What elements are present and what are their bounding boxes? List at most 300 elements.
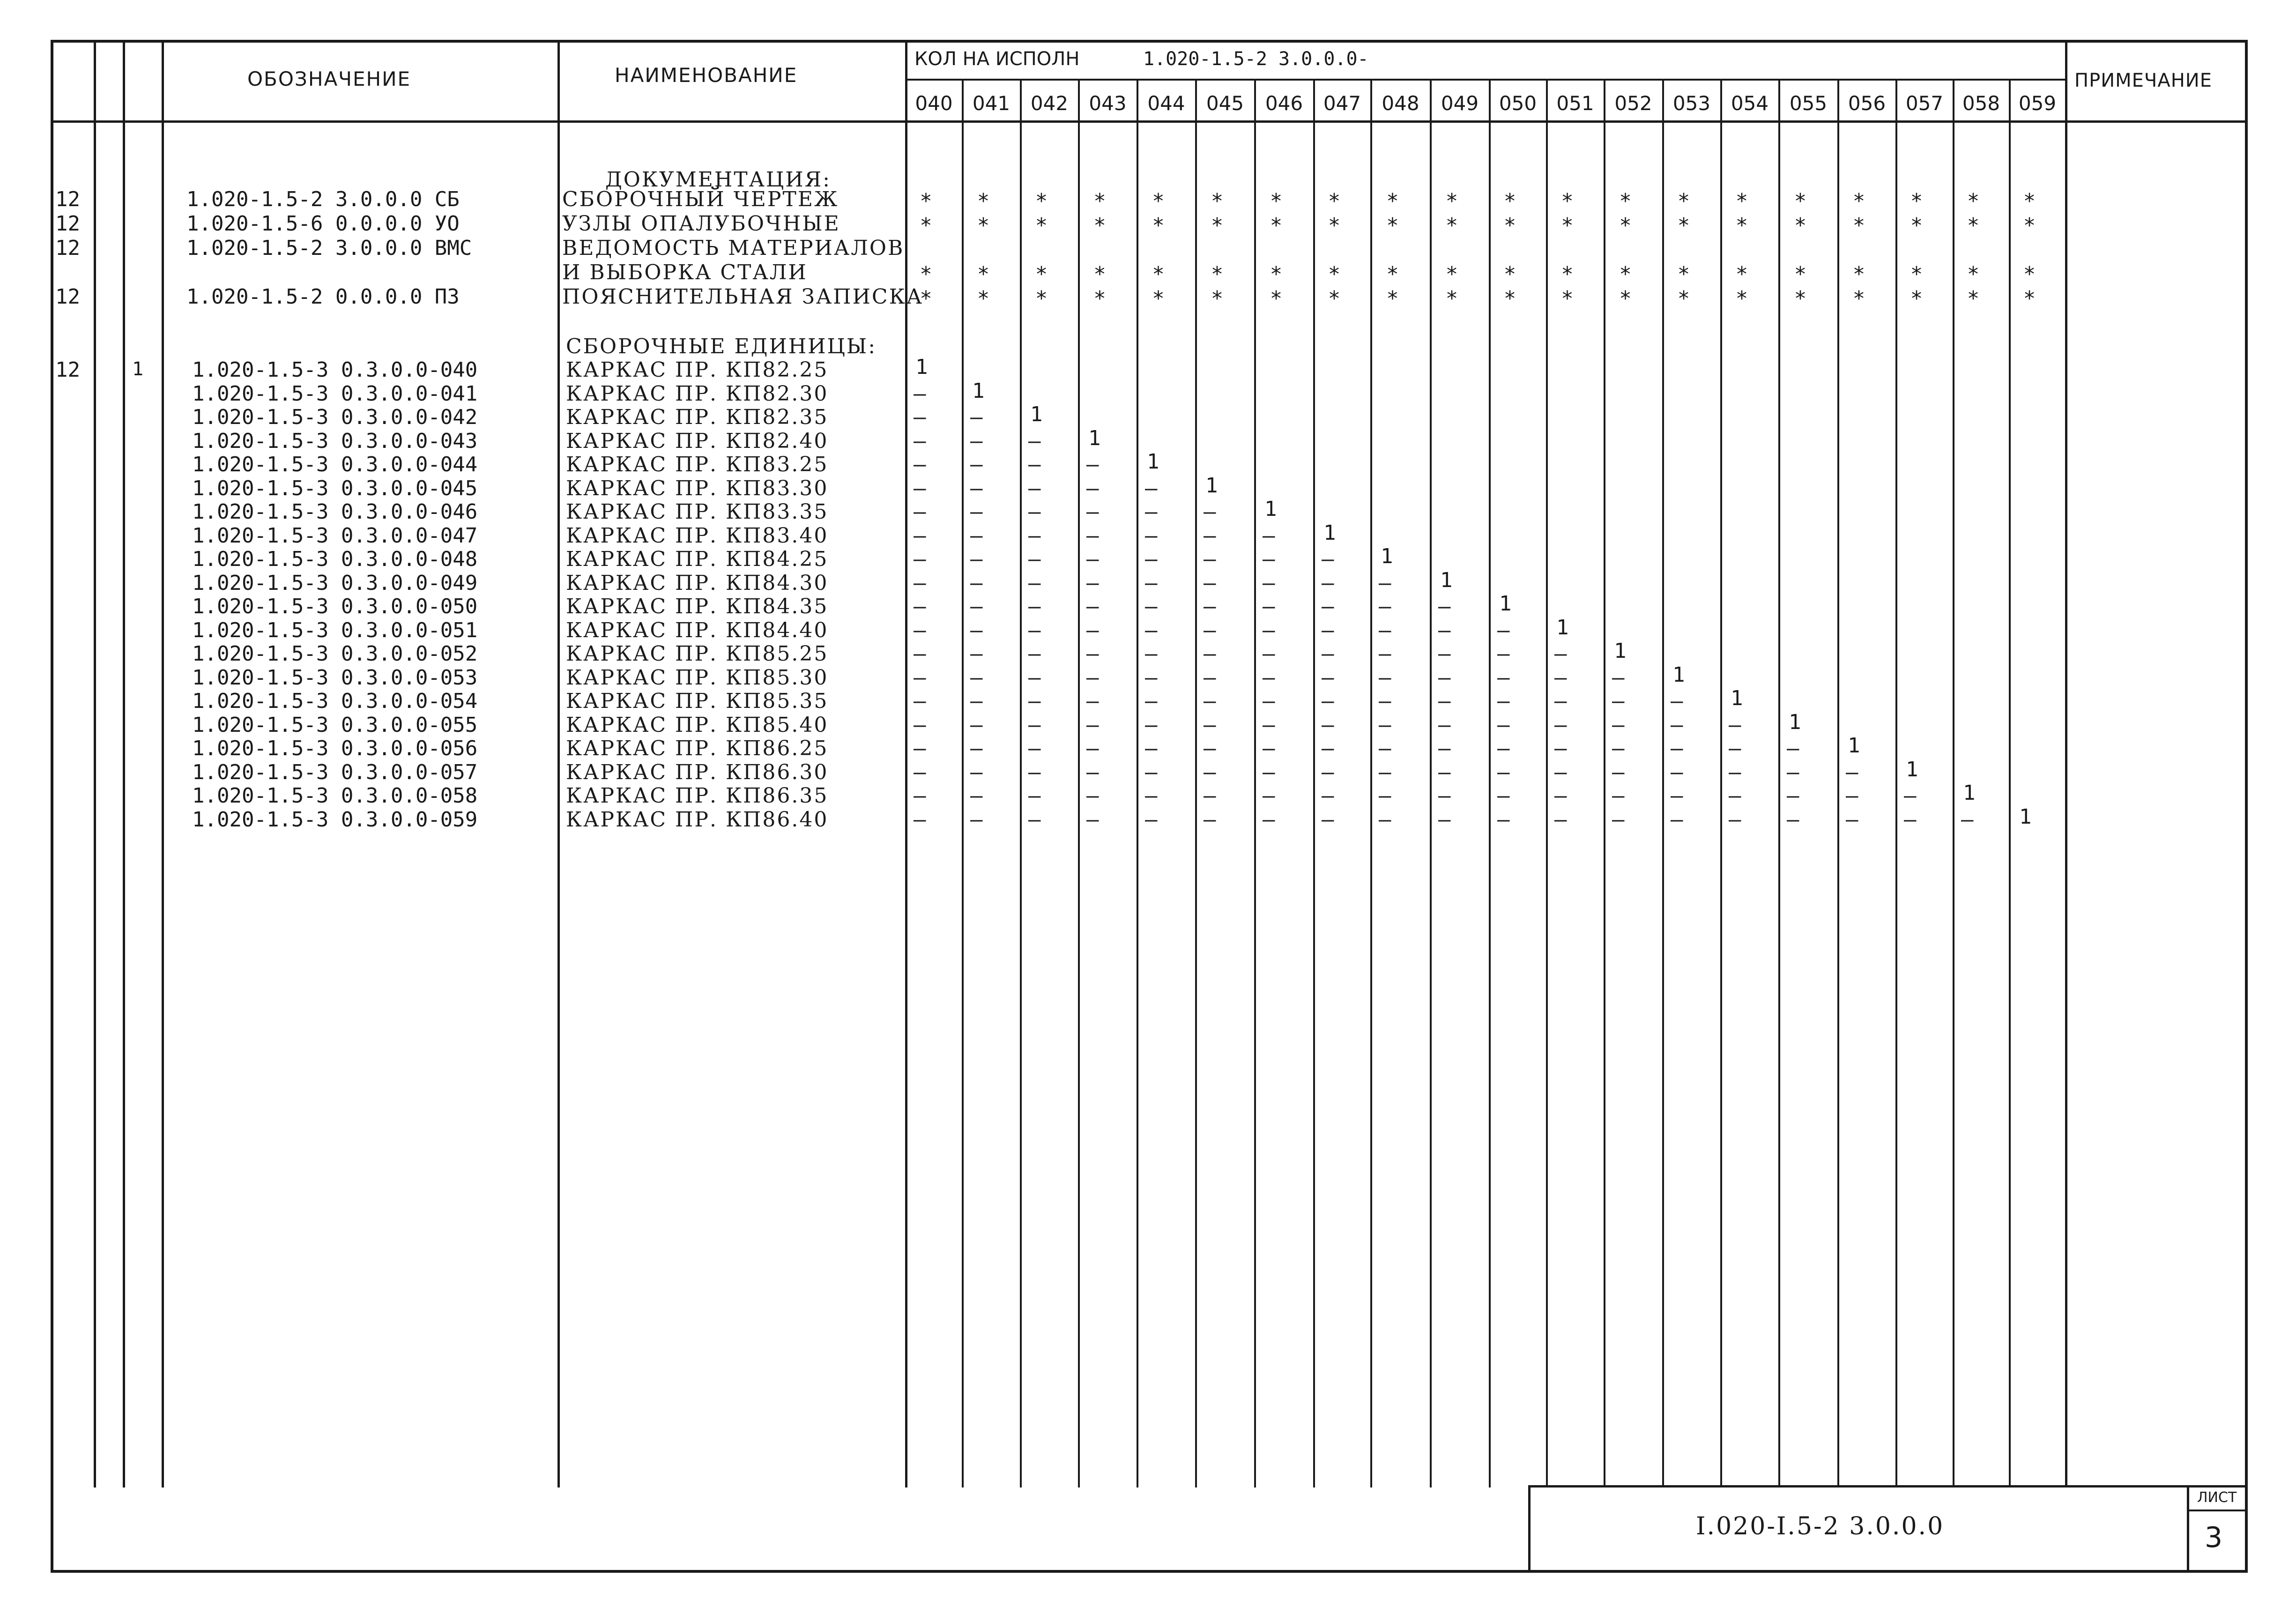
qty-dash: –: [1438, 642, 1451, 666]
qty-dash: –: [914, 382, 926, 406]
doc-mark: *: [1270, 287, 1283, 311]
doc-mark: *: [1211, 214, 1224, 238]
qty-dash: –: [1028, 595, 1041, 618]
qty-dash: –: [1145, 547, 1158, 571]
doc-mark: *: [1445, 189, 1458, 213]
doc-mark: *: [2023, 262, 2036, 286]
qty-dash: –: [1086, 642, 1099, 666]
doc-mark: *: [920, 287, 932, 311]
qty-dash: –: [1379, 642, 1391, 666]
assembly-designation: 1.020-1.5-3 0.3.0.0-057: [192, 760, 478, 784]
qty-dash: –: [914, 689, 926, 713]
qty-dash: –: [1787, 736, 1799, 760]
doc-mark: *: [1794, 214, 1807, 238]
qty-dash: –: [1322, 736, 1334, 760]
title-block-left: [1528, 1485, 1531, 1573]
assembly-name: КАРКАС ПР. КП86.25: [566, 736, 829, 760]
assembly-name: КАРКАС ПР. КП83.40: [566, 524, 829, 548]
qty-dash: –: [1086, 524, 1099, 548]
doc-mark: *: [1794, 262, 1807, 286]
qty-dash: –: [1554, 642, 1567, 666]
qty-dash: –: [1263, 760, 1275, 784]
qty-dash: –: [1438, 595, 1451, 618]
doc-mark: *: [1735, 214, 1748, 238]
qty-dash: –: [1145, 760, 1158, 784]
qty-one: 1: [2019, 805, 2032, 829]
qty-dash: –: [1612, 808, 1625, 832]
doc-mark: *: [1619, 189, 1632, 213]
qty-dash: –: [1204, 571, 1216, 595]
qty-dash: –: [914, 618, 926, 642]
qty-dash: –: [1379, 689, 1391, 713]
doc-designation: 1.020-1.5-2 3.0.0.0 ВМС: [186, 236, 472, 260]
qty-dash: –: [1086, 618, 1099, 642]
qty-dash: –: [914, 405, 926, 429]
qty-dash: –: [970, 666, 983, 690]
qty-one: 1: [1381, 544, 1393, 568]
doc-mark: *: [1211, 189, 1224, 213]
qty-dash: –: [1263, 689, 1275, 713]
qty-dash: –: [1438, 689, 1451, 713]
qty-dash: –: [1904, 784, 1917, 808]
qty-dash: –: [1204, 547, 1216, 571]
qty-one: 1: [1556, 616, 1569, 640]
doc-mark: *: [1445, 287, 1458, 311]
assembly-pos: 1: [132, 358, 144, 380]
doc-mark: *: [1270, 262, 1283, 286]
qty-dash: –: [970, 618, 983, 642]
qty-one: 1: [915, 355, 928, 379]
doc-mark: *: [1967, 214, 1980, 238]
doc-mark: *: [1561, 189, 1574, 213]
qty-one: 1: [1323, 521, 1336, 545]
qty-one: 1: [1614, 639, 1627, 663]
doc-mark: *: [1270, 214, 1283, 238]
qty-dash: –: [1086, 547, 1099, 571]
qty-dash: –: [1554, 784, 1567, 808]
doc-mark: *: [1794, 189, 1807, 213]
qty-dash: –: [1145, 571, 1158, 595]
qty-dash: –: [970, 713, 983, 737]
doc-mark: *: [1503, 214, 1516, 238]
qty-dash: –: [914, 642, 926, 666]
qty-dash: –: [1961, 808, 1974, 832]
qty-dash: –: [1497, 618, 1510, 642]
qty-dash: –: [1729, 808, 1741, 832]
qty-dash: –: [970, 429, 983, 453]
qty-dash: –: [1086, 476, 1099, 500]
doc-mark: *: [1386, 287, 1399, 311]
qty-dash: –: [914, 476, 926, 500]
doc-mark: *: [977, 287, 990, 311]
doc-mark: *: [1677, 214, 1690, 238]
qty-dash: –: [1086, 571, 1099, 595]
variant-header-052: 052: [1614, 92, 1652, 115]
qty-dash: –: [1145, 642, 1158, 666]
divider-name: [905, 40, 907, 1487]
assembly-name: КАРКАС ПР. КП82.25: [566, 358, 829, 382]
doc-mark: *: [1852, 214, 1865, 238]
doc-format: 12: [55, 212, 80, 236]
qty-dash: –: [1028, 429, 1041, 453]
doc-mark: *: [1561, 287, 1574, 311]
doc-mark: *: [1503, 262, 1516, 286]
assemblies-heading: СБОРОЧНЫЕ ЕДИНИЦЫ:: [566, 335, 877, 358]
qty-dash: –: [1497, 689, 1510, 713]
assembly-designation: 1.020-1.5-3 0.3.0.0-044: [192, 453, 478, 476]
assembly-designation: 1.020-1.5-3 0.3.0.0-055: [192, 713, 478, 737]
qty-dash: –: [1322, 618, 1334, 642]
qty-dash: –: [1086, 453, 1099, 476]
qty-dash: –: [1379, 760, 1391, 784]
qty-dash: –: [1204, 784, 1216, 808]
doc-mark: *: [1093, 214, 1106, 238]
sheet-cell-divider: [2187, 1510, 2248, 1511]
doc-mark: *: [977, 189, 990, 213]
assembly-designation: 1.020-1.5-3 0.3.0.0-040: [192, 358, 478, 382]
variant-header-048: 048: [1382, 92, 1419, 115]
doc-name: ПОЯСНИТЕЛЬНАЯ ЗАПИСКА: [562, 285, 923, 309]
doc-mark: *: [1093, 189, 1106, 213]
assembly-name: КАРКАС ПР. КП85.40: [566, 713, 829, 737]
qty-dash: –: [1145, 689, 1158, 713]
assembly-name: КАРКАС ПР. КП85.25: [566, 642, 829, 666]
variant-header-040: 040: [915, 92, 953, 115]
variant-header-057: 057: [1905, 92, 1944, 115]
qty-dash: –: [1145, 500, 1158, 524]
sheet-label: ЛИСТ: [2197, 1489, 2237, 1506]
assembly-name: КАРКАС ПР. КП84.35: [566, 595, 829, 618]
qty-dash: –: [1263, 808, 1275, 832]
variant-header-055: 055: [1789, 92, 1828, 115]
frame-top: [51, 40, 2248, 43]
qty-dash: –: [1554, 808, 1567, 832]
qty-dash: –: [1438, 736, 1451, 760]
doc-mark: *: [1677, 262, 1690, 286]
doc-mark: *: [1619, 214, 1632, 238]
header-bottom-line: [51, 120, 2248, 123]
qty-dash: –: [970, 524, 983, 548]
qty-dash: –: [1438, 760, 1451, 784]
variant-header-043: 043: [1089, 92, 1127, 115]
qty-dash: –: [1612, 736, 1625, 760]
qty-dash: –: [1086, 500, 1099, 524]
qty-dash: –: [1086, 760, 1099, 784]
qty-dash: –: [1145, 784, 1158, 808]
doc-mark: *: [1328, 214, 1341, 238]
assembly-designation: 1.020-1.5-3 0.3.0.0-054: [192, 689, 478, 713]
qty-dash: –: [1204, 736, 1216, 760]
doc-format: 12: [55, 187, 80, 211]
qty-dash: –: [1904, 808, 1917, 832]
doc-mark: *: [1677, 189, 1690, 213]
qty-one: 1: [1440, 568, 1453, 592]
variant-header-056: 056: [1848, 92, 1886, 115]
qty-dash: –: [1263, 547, 1275, 571]
qty-one: 1: [1906, 758, 1918, 781]
doc-mark: *: [977, 262, 990, 286]
doc-mark: *: [1152, 287, 1165, 311]
qty-dash: –: [1263, 784, 1275, 808]
divider-zone: [123, 40, 125, 1487]
assembly-designation: 1.020-1.5-3 0.3.0.0-043: [192, 429, 478, 453]
qty-dash: –: [1263, 524, 1275, 548]
doc-mark: *: [1035, 214, 1048, 238]
qty-dash: –: [1086, 736, 1099, 760]
qty-dash: –: [1263, 595, 1275, 618]
qty-dash: –: [1028, 618, 1041, 642]
assembly-name: КАРКАС ПР. КП85.35: [566, 689, 829, 713]
doc-mark: *: [1503, 189, 1516, 213]
doc-mark: *: [1093, 287, 1106, 311]
doc-mark: *: [1093, 262, 1106, 286]
qty-dash: –: [1438, 618, 1451, 642]
qty-dash: –: [1204, 524, 1216, 548]
qty-dash: –: [1028, 736, 1041, 760]
header-designation: ОБОЗНАЧЕНИЕ: [247, 67, 411, 90]
qty-one: 1: [1147, 450, 1159, 474]
qty-dash: –: [1322, 713, 1334, 737]
qty-one: 1: [1672, 663, 1685, 687]
assembly-designation: 1.020-1.5-3 0.3.0.0-048: [192, 547, 478, 571]
qty-dash: –: [1204, 642, 1216, 666]
qty-dash: –: [1145, 736, 1158, 760]
qty-dash: –: [914, 784, 926, 808]
doc-mark: *: [1152, 214, 1165, 238]
qty-dash: –: [914, 524, 926, 548]
doc-number: I.020-I.5-2 3.0.0.0: [1696, 1512, 1945, 1540]
doc-mark: *: [1445, 214, 1458, 238]
qty-dash: –: [970, 689, 983, 713]
qty-dash: –: [1379, 571, 1391, 595]
assembly-name: КАРКАС ПР. КП82.40: [566, 429, 829, 453]
qty-dash: –: [1028, 571, 1041, 595]
qty-dash: –: [970, 595, 983, 618]
header-name: НАИМЕНОВАНИЕ: [615, 64, 798, 87]
doc-mark: *: [1735, 262, 1748, 286]
doc-mark: *: [1561, 262, 1574, 286]
qty-dash: –: [1497, 666, 1510, 690]
qty-dash: –: [1322, 571, 1334, 595]
assembly-name: КАРКАС ПР. КП83.30: [566, 476, 829, 500]
qty-dash: –: [1379, 713, 1391, 737]
doc-mark: *: [1677, 287, 1690, 311]
qty-dash: –: [1322, 642, 1334, 666]
qty-dash: –: [1497, 808, 1510, 832]
qty-dash: –: [970, 736, 983, 760]
qty-dash: –: [914, 666, 926, 690]
doc-name: ВЕДОМОСТЬ МАТЕРИАЛОВ: [562, 236, 905, 260]
sheet-cell-left: [2187, 1485, 2189, 1573]
sheet-number: 3: [2205, 1521, 2223, 1554]
qty-dash: –: [970, 547, 983, 571]
variant-header-050: 050: [1499, 92, 1537, 115]
qty-dash: –: [1145, 666, 1158, 690]
qty-dash: –: [1322, 595, 1334, 618]
qty-dash: –: [1086, 689, 1099, 713]
qty-one: 1: [1264, 497, 1277, 521]
frame-left: [51, 40, 53, 1573]
doc-mark: *: [1152, 189, 1165, 213]
variant-header-058: 058: [1962, 92, 2000, 115]
qty-dash: –: [1379, 618, 1391, 642]
assembly-format: 12: [55, 358, 80, 382]
doc-mark: *: [1386, 262, 1399, 286]
doc-designation: 1.020-1.5-6 0.0.0.0 УО: [186, 212, 460, 236]
qty-dash: –: [1028, 689, 1041, 713]
qty-dash: –: [1671, 808, 1683, 832]
title-block-top: [1528, 1485, 2248, 1487]
qty-dash: –: [1028, 453, 1041, 476]
qty-dash: –: [1554, 713, 1567, 737]
qty-dash: –: [1787, 808, 1799, 832]
doc-mark: *: [1619, 262, 1632, 286]
assembly-name: КАРКАС ПР. КП84.25: [566, 547, 829, 571]
doc-mark: *: [1386, 189, 1399, 213]
qty-dash: –: [1204, 666, 1216, 690]
qty-dash: –: [1438, 808, 1451, 832]
doc-name-line2: И ВЫБОРКА СТАЛИ: [562, 260, 808, 284]
qty-dash: –: [1497, 784, 1510, 808]
doc-mark: *: [1852, 287, 1865, 311]
qty-dash: –: [970, 476, 983, 500]
qty-one: 1: [1731, 686, 1743, 710]
variant-header-045: 045: [1206, 92, 1244, 115]
qty-dash: –: [1028, 500, 1041, 524]
qty-dash: –: [1204, 500, 1216, 524]
header-note: ПРИМЕЧАНИЕ: [2074, 70, 2212, 91]
qty-dash: –: [1322, 784, 1334, 808]
assembly-designation: 1.020-1.5-3 0.3.0.0-042: [192, 405, 478, 429]
doc-mark: *: [1211, 287, 1224, 311]
doc-mark: *: [1328, 262, 1341, 286]
qty-dash: –: [1438, 713, 1451, 737]
qty-dash: –: [1204, 618, 1216, 642]
qty-dash: –: [970, 784, 983, 808]
doc-mark: *: [1910, 214, 1923, 238]
header-qty-code: 1.020-1.5-2 3.0.0.0-: [1143, 48, 1369, 70]
assembly-name: КАРКАС ПР. КП85.30: [566, 666, 829, 690]
qty-one: 1: [1088, 426, 1101, 450]
frame-right: [2245, 40, 2248, 1573]
qty-dash: –: [1204, 808, 1216, 832]
variant-header-041: 041: [972, 92, 1011, 115]
doc-mark: *: [1445, 262, 1458, 286]
assembly-name: КАРКАС ПР. КП82.35: [566, 405, 829, 429]
assembly-name: КАРКАС ПР. КП86.40: [566, 808, 829, 832]
doc-mark: *: [1270, 189, 1283, 213]
qty-dash: –: [1671, 760, 1683, 784]
qty-dash: –: [1204, 760, 1216, 784]
divider-format: [94, 40, 96, 1487]
qty-dash: –: [970, 500, 983, 524]
qty-dash: –: [1612, 713, 1625, 737]
qty-one: 1: [972, 379, 985, 403]
doc-mark: *: [1910, 189, 1923, 213]
qty-dash: –: [970, 405, 983, 429]
doc-mark: *: [1561, 214, 1574, 238]
assembly-designation: 1.020-1.5-3 0.3.0.0-049: [192, 571, 478, 595]
doc-mark: *: [1035, 287, 1048, 311]
doc-mark: *: [1035, 189, 1048, 213]
doc-mark: *: [1503, 287, 1516, 311]
qty-dash: –: [914, 547, 926, 571]
doc-name: СБОРОЧНЫЙ ЧЕРТЕЖ: [562, 187, 839, 211]
qty-dash: –: [1145, 618, 1158, 642]
assembly-name: КАРКАС ПР. КП86.35: [566, 784, 829, 808]
variant-header-051: 051: [1556, 92, 1594, 115]
assembly-designation: 1.020-1.5-3 0.3.0.0-046: [192, 500, 478, 524]
qty-dash: –: [1671, 736, 1683, 760]
qty-dash: –: [1554, 689, 1567, 713]
assembly-name: КАРКАС ПР. КП84.40: [566, 618, 829, 642]
qty-dash: –: [914, 736, 926, 760]
assembly-name: КАРКАС ПР. КП82.30: [566, 382, 829, 406]
qty-dash: –: [1729, 736, 1741, 760]
qty-dash: –: [1028, 476, 1041, 500]
qty-dash: –: [1787, 760, 1799, 784]
qty-dash: –: [1322, 760, 1334, 784]
doc-designation: 1.020-1.5-2 0.0.0.0 ПЗ: [186, 285, 460, 309]
qty-dash: –: [1438, 784, 1451, 808]
doc-mark: *: [1328, 189, 1341, 213]
qty-dash: –: [1612, 784, 1625, 808]
qty-dash: –: [1497, 736, 1510, 760]
doc-mark: *: [1910, 287, 1923, 311]
assembly-designation: 1.020-1.5-3 0.3.0.0-041: [192, 382, 478, 406]
qty-dash: –: [1322, 547, 1334, 571]
assembly-designation: 1.020-1.5-3 0.3.0.0-047: [192, 524, 478, 548]
qty-dash: –: [1497, 713, 1510, 737]
assembly-designation: 1.020-1.5-3 0.3.0.0-056: [192, 736, 478, 760]
assembly-designation: 1.020-1.5-3 0.3.0.0-051: [192, 618, 478, 642]
qty-dash: –: [1379, 736, 1391, 760]
qty-dash: –: [1612, 689, 1625, 713]
qty-dash: –: [1263, 713, 1275, 737]
doc-mark: *: [920, 189, 932, 213]
doc-mark: *: [2023, 189, 2036, 213]
doc-format: 12: [55, 236, 80, 260]
doc-name: УЗЛЫ ОПАЛУБОЧНЫЕ: [562, 212, 840, 236]
qty-dash: –: [1145, 713, 1158, 737]
qty-dash: –: [1204, 595, 1216, 618]
qty-one: 1: [1499, 592, 1512, 616]
doc-mark: *: [1910, 262, 1923, 286]
doc-mark: *: [977, 214, 990, 238]
qty-dash: –: [914, 500, 926, 524]
doc-mark: *: [1328, 287, 1341, 311]
qty-dash: –: [1322, 808, 1334, 832]
doc-mark: *: [1967, 262, 1980, 286]
assembly-designation: 1.020-1.5-3 0.3.0.0-058: [192, 784, 478, 808]
qty-dash: –: [1671, 689, 1683, 713]
qty-dash: –: [914, 713, 926, 737]
qty-dash: –: [1846, 760, 1858, 784]
qty-dash: –: [970, 642, 983, 666]
qty-dash: –: [914, 429, 926, 453]
doc-mark: *: [2023, 214, 2036, 238]
assembly-designation: 1.020-1.5-3 0.3.0.0-053: [192, 666, 478, 690]
qty-dash: –: [1204, 689, 1216, 713]
qty-dash: –: [1028, 760, 1041, 784]
doc-mark: *: [1152, 262, 1165, 286]
qty-dash: –: [970, 760, 983, 784]
qty-dash: –: [1263, 642, 1275, 666]
qty-dash: –: [914, 571, 926, 595]
qty-dash: –: [1497, 760, 1510, 784]
qty-dash: –: [1263, 666, 1275, 690]
assembly-designation: 1.020-1.5-3 0.3.0.0-050: [192, 595, 478, 618]
